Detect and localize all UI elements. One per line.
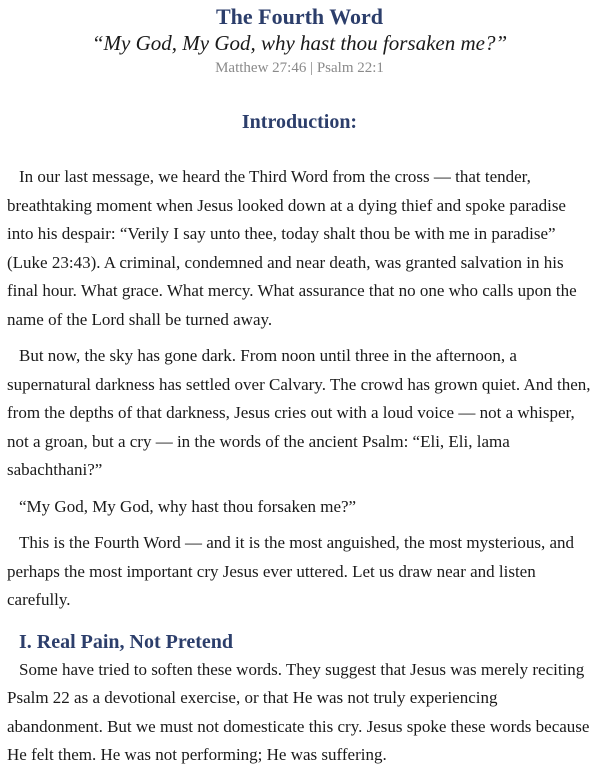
intro-paragraph-2: But now, the sky has gone dark. From noon until three in the afternoon, a supernatural darkness has settled over Calvary. The crowd has grown quiet. And then, from the depths of that darkness, Jesus cries out with a loud voice — not a whisper, not a groan, but a cry — in the words of the ancient Psalm: “Eli, Eli, lama sabachthani?”	[7, 346, 591, 479]
document-page	[0, 4, 604, 770]
intro-paragraph-1: In our last message, we heard the Third Word from the cross — that tender, breathtaking moment when Jesus looked down at a dying thief and spoke paradise into his despair: “Verily I say unto thee, today shalt thou be with me in paradise” (Luke 23:43). A criminal, condemned and near death, was granted salvation in his final hour. What grace. What mercy. What assurance that no one who calls upon the name of the Lord shall be turned away.	[7, 167, 577, 329]
document-subtitle-quote: “My God, My God, why hast thou forsaken me?”	[91, 31, 508, 55]
section-1-heading: I. Real Pain, Not Pretend	[19, 630, 234, 653]
section-1-paragraph-1: Some have tried to soften these words. They suggest that Jesus was merely reciting Psalm 22 as a devotional exercise, or that He was not truly experiencing abandonment. But we must not domesticate this cry. Jesus spoke these words because He felt them. He was not performing; He was suffering.	[7, 659, 590, 764]
intro-paragraph-4: This is the Fourth Word — and it is the most anguished, the most mysterious, and perhaps the most important cry Jesus ever uttered. Let us draw near and listen carefully.	[7, 533, 575, 609]
intro-quote-paragraph: “My God, My God, why hast thou forsaken me?”	[19, 496, 357, 516]
document-title: The Fourth Word	[215, 4, 384, 29]
introduction-heading: Introduction:	[241, 111, 358, 133]
scripture-reference: Matthew 27:46 | Psalm 22:1	[215, 60, 384, 76]
